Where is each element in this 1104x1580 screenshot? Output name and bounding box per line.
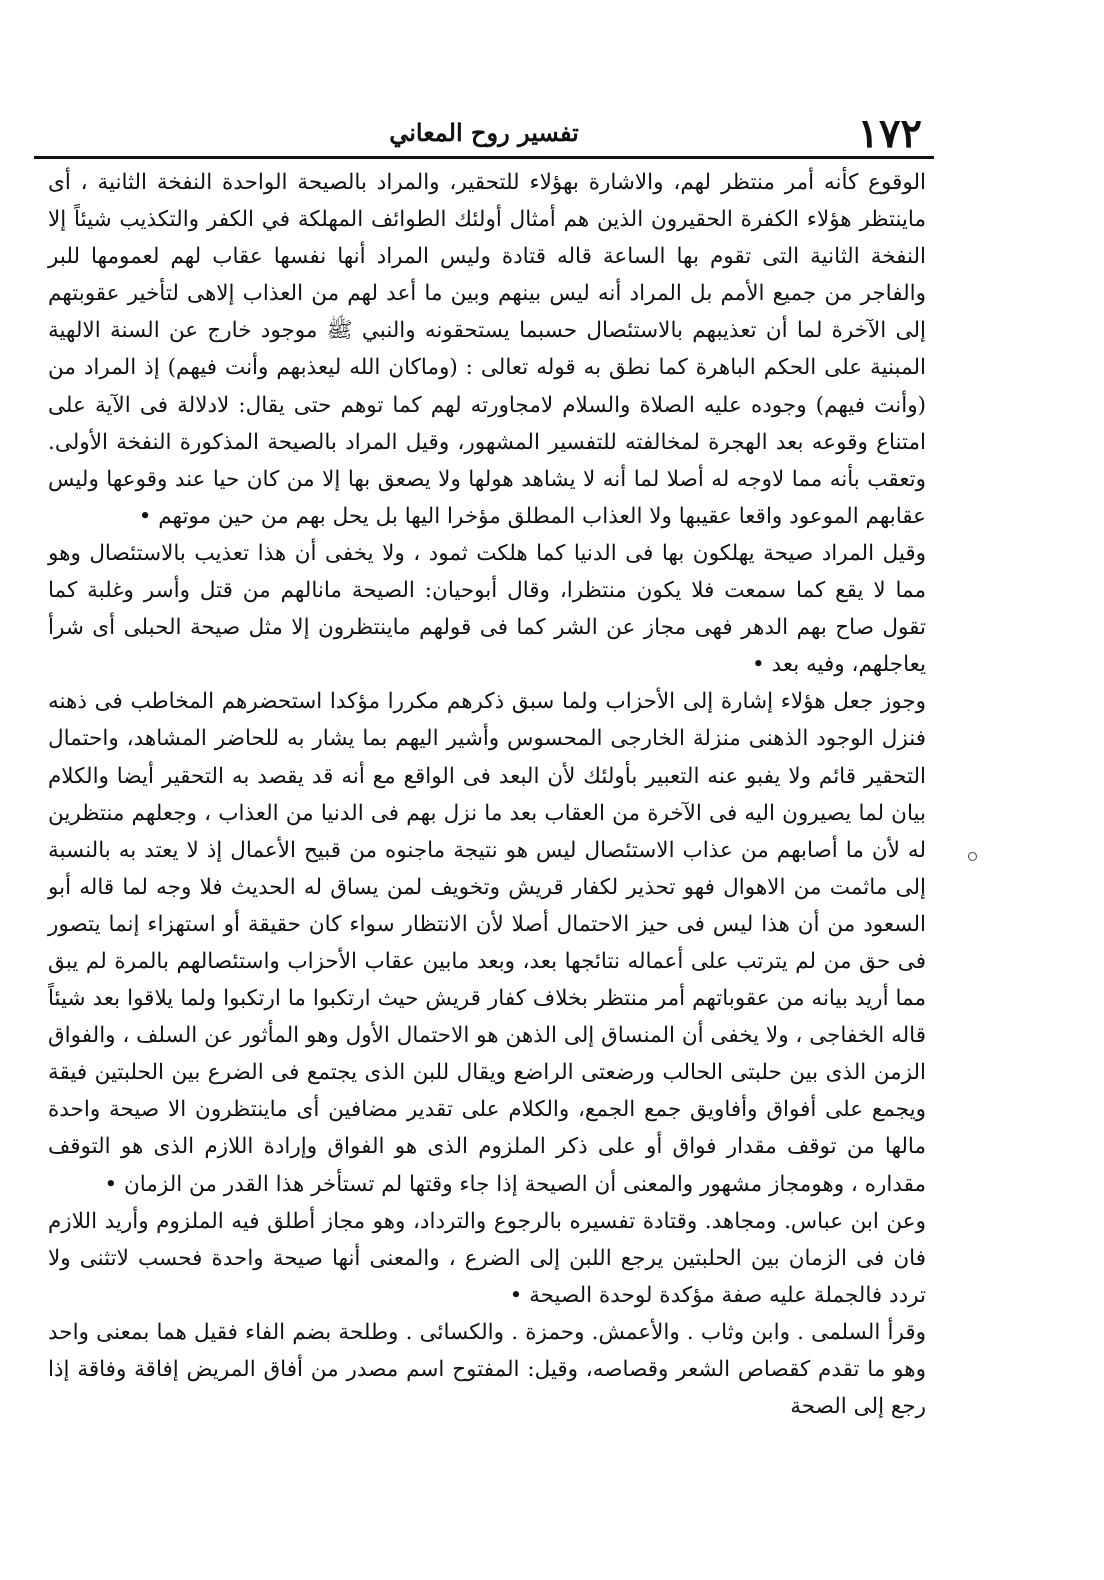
paragraph-3: وجوز جعل هؤلاء إشارة إلى الأحزاب ولما سبق ذكرهم مكررا مؤكدا استحضرهم المخاطب فى ذهنه فنزل الوجود الذهنى منزلة الخارجى المحسوس وأشير اليهم بما يشار به للحاضر المشاهد، واحتمال التحقير قائم ولا يفبو عنه التعبير بأولئك لأن البعد فى الواقع مع أنه قد يقصد به التحقير أيضا والكلام بيان لما يصيرون اليه فى الآخرة من العقاب بعد ما نزل بهم فى الدنيا من العذاب ، وجعلهم منتظرين له لأن ما أصابهم من عذاب الاستئصال ليس هو نتيجة ماجنوه من قبيح الأعمال إذ لا يعتد به بالنسبة إلى ماثمت من الاهوال فهو تحذير لكفار قريش وتخويف لمن يساق له الحديث فلا وجه لما قاله أبو السعود من أن هذا ليس فى حيز الاحتمال أصلا لأن الانتظار سواء كان حقيقة أو استهزاء إنما يتصور فى حق من لم يترتب على أعماله نتائجها بعد، وبعد مابين عقاب الأحزاب واستئصالهم بالمرة لم يبق مما أريد بيانه من عقوباتهم أمر منتظر بخلاف كفار قريش حيث ارتكبوا ما ارتكبوا ولما يلاقوا بعد شيئاً قاله الخفاجى ، ولا يخفى أن المنساق إلى الذهن هو الاحتمال الأول وهو المأثور عن السلف ، والفواق الزمن الذى بين حلبتى الحالب ورضعتى الراضع ويقال للبن الذى يجتمع فى الضرع بين الحلبتين فيقة ويجمع على أفواق وأفاويق جمع الجمع، والكلام على تقدير مضافين أى ماينتظرون الا صيحة واحدة مالها من توقف مقدار فواق أو على ذكر الملزوم الذى هو الفواق وإرادة اللازم الذى هو التوقف مقداره ، وهومجاز مشهور والمعنى أن الصيحة إذا جاء وقتها لم تستأخر هذا القدر من الزمان ‌• (48, 689, 926, 1197)
paragraph-1: الوقوع كأنه أمر منتظر لهم، والاشارة بهؤلاء للتحقير، والمراد بالصيحة الواحدة النفخة الثانية ، أى ماينتظر هؤلاء الكفرة الحقيرون الذين هم أمثال أولئك الطوائف المهلكة في الكفر والتكذيب شيئاً إلا النفخة الثانية التى تقوم بها الساعة قاله قتادة وليس المراد أنها نفسها عقاب لهم لعمومها للبر والفاجر من جميع الأمم بل المراد أنه ليس بينهم وبين ما أعد لهم من العذاب إلاهى لتأخير عقوبتهم إلى الآخرة لما أن تعذيبهم بالاستئصال حسبما يستحقونه والنبي ﷺ موجود خارج عن السنة الالهية المبنية على الحكم الباهرة كما نطق به قوله تعالى : (وماكان الله ليعذبهم وأنت فيهم) إذ المراد من (وأنت فيهم) وجوده عليه الصلاة والسلام لامجاورته لهم كما توهم حتى يقال: لادلالة فى الآية على امتناع وقوعه بعد الهجرة لمخالفته للتفسير المشهور، وقيل المراد بالصيحة المذكورة النفخة الأولى. وتعقب بأنه مما لاوجه له أصلا لما أنه لا يشاهد هولها ولا يصعق بها إلا من كان حيا عند وقوعها وليس عقابهم الموعود واقعا عقيبها ولا العذاب المطلق مؤخرا اليها بل يحل بهم من حين موتهم ‌• (48, 170, 926, 529)
paragraph-4: وعن ابن عباس. ومجاهد. وقتادة تفسيره بالرجوع والترداد، وهو مجاز أطلق فيه الملزوم وأريد اللازم فان فى الزمان بين الحلبتين يرجع اللبن إلى الضرع ، والمعنى أنها صيحة واحدة فحسب لاتثنى ولا تردد فالجملة عليه صفة مؤكدة لوحدة الصيحة ‌• (48, 1208, 926, 1308)
page-header (34, 100, 934, 157)
header-divider (34, 156, 934, 159)
body-text (48, 164, 926, 1425)
running-title: تفسير روح المعاني (389, 118, 579, 147)
margin-mark-icon (968, 852, 977, 861)
page (34, 100, 934, 1520)
page-number: ١٧٢ (857, 110, 922, 157)
paragraph-5: وقرأ السلمى . وابن وثاب . والأعمش. وحمزة . والكسائى . وطلحة بضم الفاء فقيل هما بمعنى واحد وهو ما تقدم كقصاص الشعر وقصاصه، وقيل: المفتوح اسم مصدر من أفاق المريض إفاقة وفاقة إذا رجع إلى الصحة (48, 1319, 926, 1420)
paragraph-2: وقيل المراد صيحة يهلكون بها فى الدنيا كما هلكت ثمود ، ولا يخفى أن هذا تعذيب بالاستئصال وهو مما لا يقع كما سمعت فلا يكون منتظرا، وقال أبوحيان: الصيحة مانالهم من قتل وأسر وغلبة كما تقول صاح بهم الدهر فهى مجاز عن الشر كما فى قولهم ماينتظرون إلا مثل صيحة الحبلى أى شرأ يعاجلهم، وفيه بعد ‌• (48, 540, 926, 678)
